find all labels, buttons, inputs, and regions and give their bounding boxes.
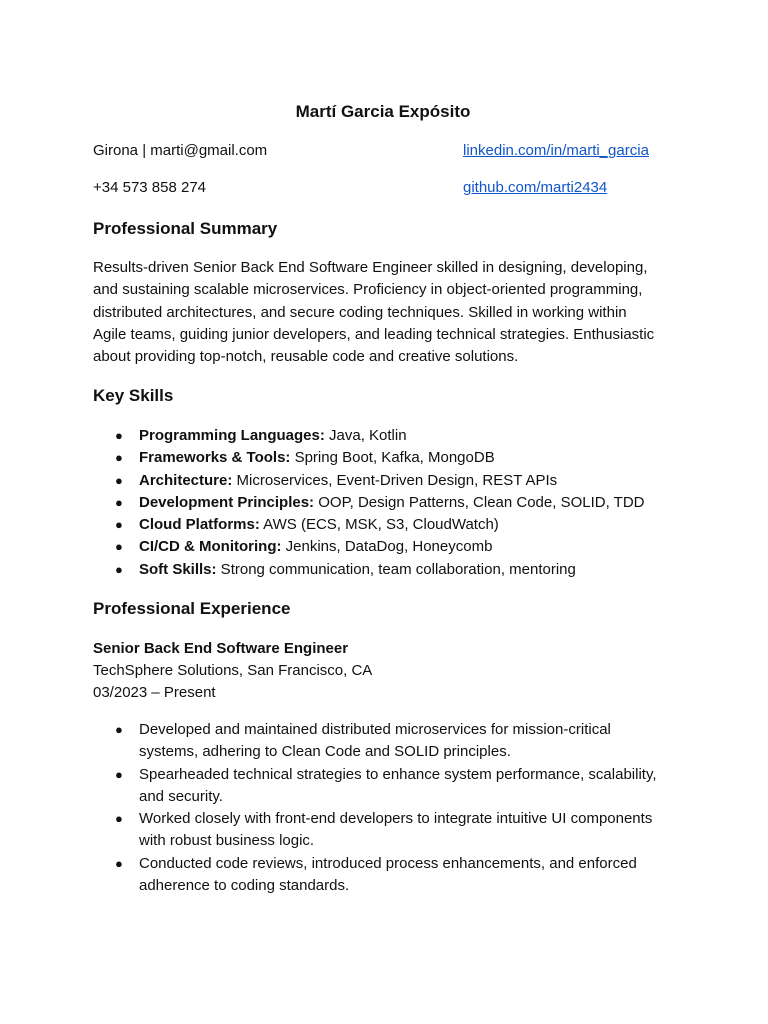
- skill-item: [93, 425, 693, 447]
- bullet-icon: ●: [115, 517, 123, 533]
- summary-line: and sustaining scalable microservices. Proficiency in object-oriented programming,: [93, 281, 643, 299]
- experience-line: and security.: [139, 787, 223, 805]
- skill-label: Development Principles:: [139, 493, 315, 511]
- bullet-icon: ●: [115, 494, 123, 510]
- skill-value: OOP, Design Patterns, Clean Code, SOLID, TDD: [314, 493, 645, 511]
- skill-value: AWS (ECS, MSK, S3, CloudWatch): [259, 516, 499, 534]
- bullet-icon: ●: [115, 561, 123, 577]
- experience-line: systems, adhering to Clean Code and SOLID principles.: [139, 743, 511, 761]
- experience-line: Conducted code reviews, introduced process enhancements, and enforced: [139, 854, 637, 872]
- skill-label: Cloud Platforms:: [139, 516, 260, 534]
- job-title: Senior Back End Software Engineer: [93, 640, 349, 657]
- skill-value: Java, Kotlin: [324, 427, 407, 444]
- job-dates: 03/2023 – Present: [93, 684, 216, 701]
- experience-item: [93, 764, 693, 809]
- skill-item: [93, 559, 693, 581]
- experience-item: [93, 853, 693, 898]
- experience-item: [93, 719, 693, 764]
- bullet-icon: ●: [115, 450, 123, 466]
- experience-item: [93, 808, 693, 853]
- skill-label: Frameworks & Tools:: [139, 449, 291, 467]
- skill-value: Jenkins, DataDog, Honeycomb: [281, 538, 493, 556]
- skill-item: [93, 492, 693, 514]
- summary-line: Agile teams, guiding junior developers, and leading technical strategies. Enthusiastic: [93, 325, 655, 343]
- skill-item: [93, 470, 693, 492]
- linkedin-link[interactable]: linkedin.com/in/marti_garcia: [463, 142, 649, 159]
- skills-list: [93, 425, 693, 581]
- summary-line: Results-driven Senior Back End Software Engineer skilled in designing, developing,: [93, 259, 648, 276]
- experience-line: Spearheaded technical strategies to enhance system performance, scalability,: [139, 765, 657, 783]
- skill-value: Microservices, Event-Driven Design, REST APIs: [232, 471, 558, 489]
- bullet-icon: ●: [115, 766, 123, 782]
- skill-label: CI/CD & Monitoring:: [139, 538, 282, 556]
- candidate-name: Martí Garcia Expósito: [295, 102, 471, 121]
- summary-paragraph: [93, 257, 678, 368]
- skill-label: Architecture:: [139, 471, 233, 489]
- bullet-icon: ●: [115, 722, 123, 737]
- bullet-icon: ●: [115, 472, 123, 488]
- skill-item: [93, 514, 693, 536]
- experience-line: Worked closely with front-end developers to integrate intuitive UI components: [139, 810, 653, 828]
- job-company: TechSphere Solutions, San Francisco, CA: [93, 662, 373, 679]
- experience-line: adherence to coding standards.: [139, 877, 350, 895]
- skill-item: [93, 447, 693, 469]
- bullet-icon: ●: [115, 428, 123, 443]
- experience-line: Developed and maintained distributed microservices for mission-critical: [139, 721, 611, 738]
- bullet-icon: ●: [115, 855, 123, 871]
- bullet-icon: ●: [115, 811, 123, 827]
- skill-label: Soft Skills:: [139, 560, 217, 578]
- skill-value: Spring Boot, Kafka, MongoDB: [290, 449, 495, 467]
- summary-line: distributed architectures, and secure coding techniques. Skilled in working within: [93, 303, 627, 321]
- experience-heading: Professional Experience: [93, 599, 291, 618]
- phone-number: +34 573 858 274: [93, 179, 207, 196]
- skill-value: Strong communication, team collaboration, mentoring: [216, 560, 576, 578]
- skill-label: Programming Languages:: [139, 427, 325, 444]
- summary-line: about providing top-notch, reusable code and creative solutions.: [93, 348, 519, 366]
- github-link[interactable]: github.com/marti2434: [463, 179, 608, 196]
- bullet-icon: ●: [115, 539, 123, 555]
- experience-line: with robust business logic.: [139, 832, 315, 850]
- skill-item: [93, 536, 693, 558]
- experience-bullets: [93, 719, 693, 897]
- summary-heading: Professional Summary: [93, 219, 278, 238]
- location-email: Girona | marti@gmail.com: [93, 142, 268, 159]
- skills-heading: Key Skills: [93, 386, 174, 405]
